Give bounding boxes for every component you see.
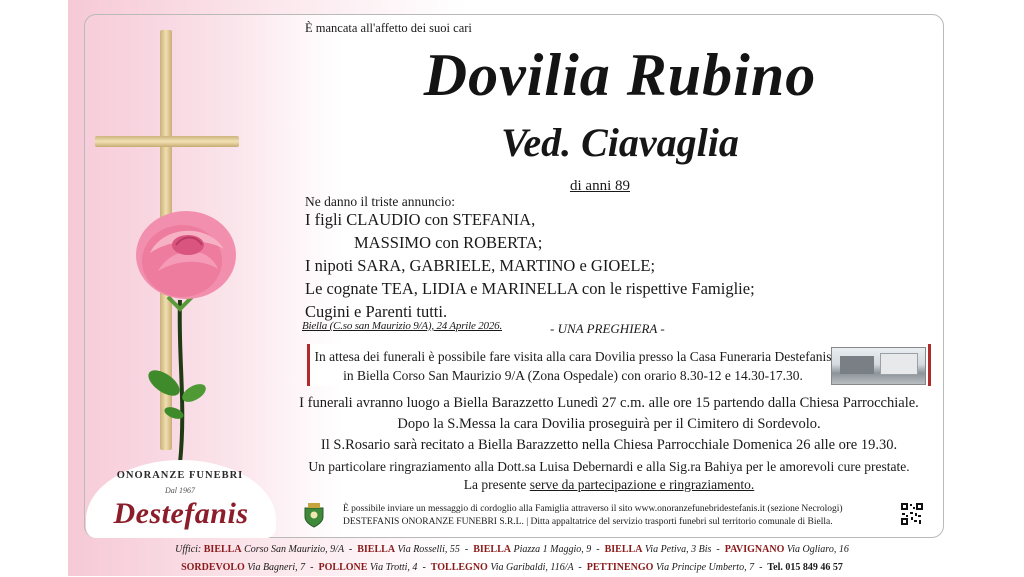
office-address: Piazza 1 Maggio, 9: [513, 544, 592, 555]
visit-info-text: [313, 347, 833, 385]
deceased-name: Dovilia Rubino: [423, 42, 817, 108]
deceased-age: di anni 89: [570, 178, 630, 194]
photo-building: [880, 353, 918, 375]
family-line: Cugini e Parenti tutti.: [305, 302, 448, 321]
family-line: I nipoti SARA, GABRIELE, MARTINO e GIOELE;: [305, 256, 656, 275]
online-line: DESTEFANIS ONORANZE FUNEBRI S.R.L. | Ditta appaltatrice del servizio trasporti funebri sul territorio comunale di Biella.: [343, 517, 833, 527]
online-line: È possibile inviare un messaggio di cordoglio alla Famiglia attraverso il sito www.onoranzefunebridestefanis.it (sezione Necrologi): [343, 504, 843, 514]
visit-line: in Biella Corso San Maurizio 9/A (Zona Ospedale) con orario 8.30-12 e 14.30-17.30.: [343, 368, 803, 383]
thanks-line-2: [294, 476, 924, 494]
online-condolences: [343, 503, 843, 529]
office-city: BIELLA: [473, 544, 511, 555]
cross-arm: [95, 136, 239, 147]
municipal-crest-icon: [302, 502, 326, 528]
office-address: Via Trotti, 4: [369, 562, 418, 573]
office-city: PAVIGNANO: [724, 544, 785, 555]
funeral-line: Dopo la S.Messa la cara Dovilia proseguirà per il Cimitero di Sordevolo.: [397, 416, 821, 432]
family-line: Le cognate TEA, LIDIA e MARINELLA con le rispettive Famiglie;: [305, 279, 755, 298]
thanks-section: [294, 458, 924, 494]
office-address: Corso San Maurizio, 9/A: [244, 544, 344, 555]
footer-label: Uffici:: [175, 544, 204, 555]
office-city: TOLLEGNO: [430, 562, 488, 573]
office-city: BIELLA: [203, 544, 242, 555]
rose-icon: [128, 205, 248, 465]
funeral-details: [294, 393, 924, 456]
office-address: Via Principe Umberto, 7: [655, 562, 755, 573]
office-city: PETTINENGO: [586, 562, 654, 573]
office-address: Via Petiva, 3 Bis: [644, 544, 712, 555]
footer-row-2: SORDEVOLO Via Bagneri, 7 - POLLONE Via Trotti, 4 - TOLLEGNO Via Garibaldi, 116/A - PETTINENGO Via Principe Umberto, 7 - Tel. 015 849 46 57: [181, 562, 843, 573]
office-city: BIELLA: [357, 544, 396, 555]
thanks-underlined: serve da partecipazione e ringraziamento.: [529, 477, 755, 492]
phone-number[interactable]: Tel. 015 849 46 57: [767, 562, 843, 573]
funeral-line: Il S.Rosario sarà recitato a Biella Barazzetto nella Chiesa Parrocchiale Domenica 26 alle ore 19.30.: [320, 437, 898, 453]
office-address: Via Bagneri, 7: [247, 562, 306, 573]
office-city: SORDEVOLO: [181, 562, 245, 573]
funeral-line: I funerali avranno luogo a Biella Barazzetto Lunedì 27 c.m. alle ore 15 partendo dalla Chiesa Parrocchiale.: [299, 395, 919, 411]
office-city: POLLONE: [318, 562, 368, 573]
logo-subtitle: ONORANZE FUNEBRI: [116, 470, 244, 481]
place-date: Biella (C.so san Maurizio 9/A), 24 Aprile 2026.: [302, 320, 503, 332]
photo-building: [840, 356, 874, 374]
logo-name: Destefanis: [113, 497, 249, 530]
announcement-intro: Ne danno il triste annuncio:: [305, 194, 455, 209]
footer-offices: [68, 541, 956, 577]
notice-intro: È mancata all'affetto dei suoi cari: [305, 21, 472, 35]
family-line: I figli CLAUDIO con STEFANIA,: [305, 210, 536, 229]
visit-line: In attesa dei funerali è possibile fare visita alla cara Dovilia presso la Casa Funeraria Destefanis: [314, 349, 832, 364]
widow-of: Ved. Ciavaglia: [501, 120, 739, 165]
prayer-link[interactable]: - UNA PREGHIERA -: [550, 321, 665, 336]
family-list: [305, 208, 755, 323]
thanks-line: Un particolare ringraziamento alla Dott.sa Luisa Debernardi e alla Sig.ra Bahiya per le amorevoli cure prestate.: [308, 459, 910, 474]
funeral-home-photo: [831, 347, 926, 385]
office-city: BIELLA: [604, 544, 643, 555]
office-address: Via Rosselli, 55: [397, 544, 460, 555]
office-address: Via Ogliaro, 16: [786, 544, 849, 555]
family-line: MASSIMO con ROBERTA;: [354, 233, 543, 252]
thanks-text: La presente: [463, 477, 530, 492]
footer-row-1: Uffici: BIELLA Corso San Maurizio, 9/A - BIELLA Via Rosselli, 55 - BIELLA Piazza 1 Maggio, 9 - BIELLA Via Petiva, 3 Bis - PAVIGNANO Via Ogliaro, 16: [175, 544, 849, 555]
office-address: Via Garibaldi, 116/A: [490, 562, 574, 573]
qr-code-icon[interactable]: [901, 503, 923, 525]
logo-since: Dal 1967: [165, 486, 195, 495]
